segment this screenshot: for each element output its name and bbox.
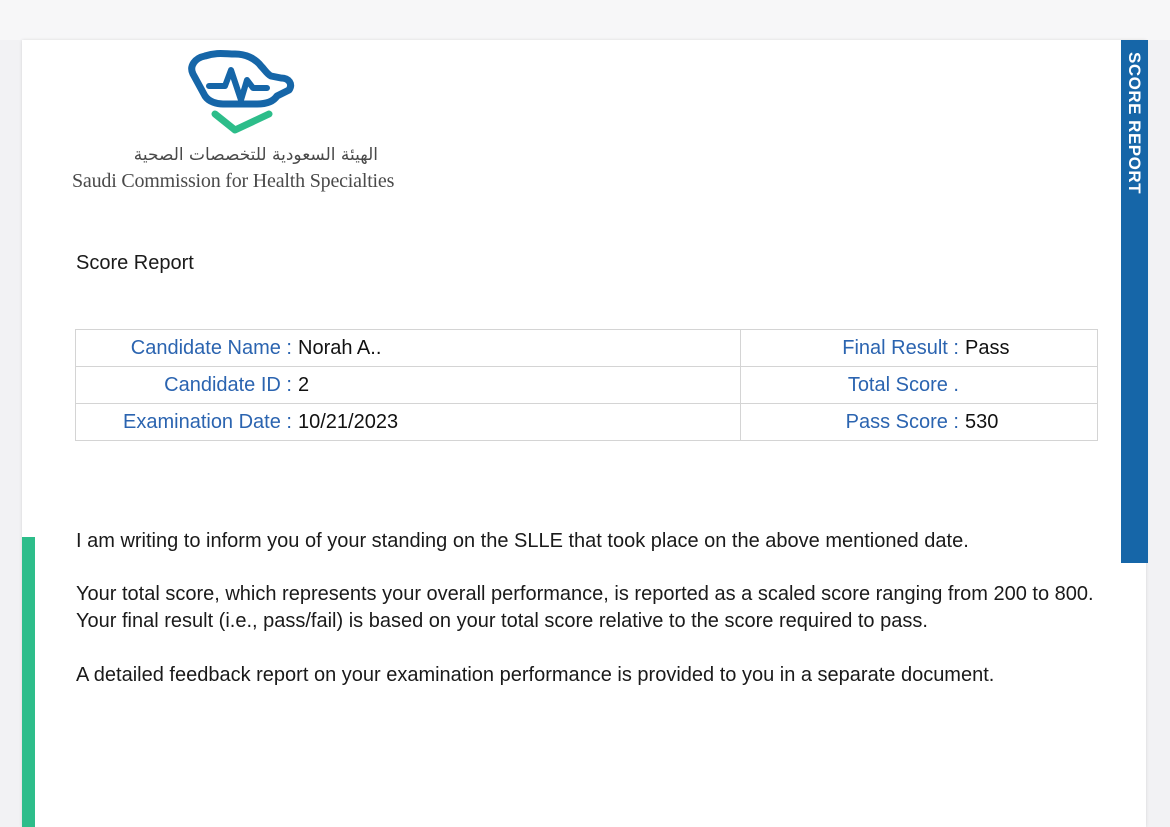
paragraph-intro: I am writing to inform you of your standing on the SLLE that took place on the above mentioned date. (76, 530, 969, 552)
final-result-value: Pass (965, 336, 1010, 359)
table-row (76, 404, 1098, 441)
final-result-cell: Final Result : Pass (741, 330, 1098, 367)
organization-name-arabic: الهيئة السعودية للتخصصات الصحية (133, 145, 378, 165)
total-score-label: Total Score (847, 373, 948, 396)
pass-score-value: 530 (965, 410, 999, 433)
document-title: Score Report (76, 252, 194, 274)
candidate-name-value: Norah A.. (298, 336, 382, 359)
table-row (76, 330, 1098, 367)
candidate-id-value: 2 (298, 373, 310, 396)
green-accent-strip (22, 537, 35, 827)
examination-date-value: 10/21/2023 (298, 410, 399, 433)
candidate-info-table (75, 329, 1098, 441)
candidate-name-label: Candidate Name (130, 336, 281, 359)
side-banner-label: SCORE REPORT (1125, 52, 1144, 195)
paragraph-feedback: A detailed feedback report on your examination performance is provided to you in a separate document. (76, 664, 995, 686)
candidate-id-cell: Candidate ID : 2 (76, 367, 741, 404)
examination-date-label: Examination Date (123, 410, 281, 433)
total-score-cell: Total Score . (741, 367, 1098, 404)
examination-date-cell: Examination Date : 10/21/2023 (76, 404, 741, 441)
top-band (0, 0, 1170, 40)
final-result-label: Final Result (842, 336, 948, 359)
table-row (76, 367, 1098, 404)
organization-name-english: Saudi Commission for Health Specialties (72, 170, 395, 192)
candidate-name-cell: Candidate Name : Norah A.. (76, 330, 741, 367)
pass-score-cell: Pass Score : 530 (741, 404, 1098, 441)
paragraph-score-explanation: Your total score, which represents your overall performance, is reported as a scaled score ranging from 200 to 800. Your final result (i.e., pass/fail) is based on your total score relative to the score required to pass. (76, 583, 1094, 632)
candidate-id-label: Candidate ID (164, 373, 281, 396)
scfhs-logo-icon (185, 48, 295, 140)
pass-score-label: Pass Score (845, 410, 948, 433)
